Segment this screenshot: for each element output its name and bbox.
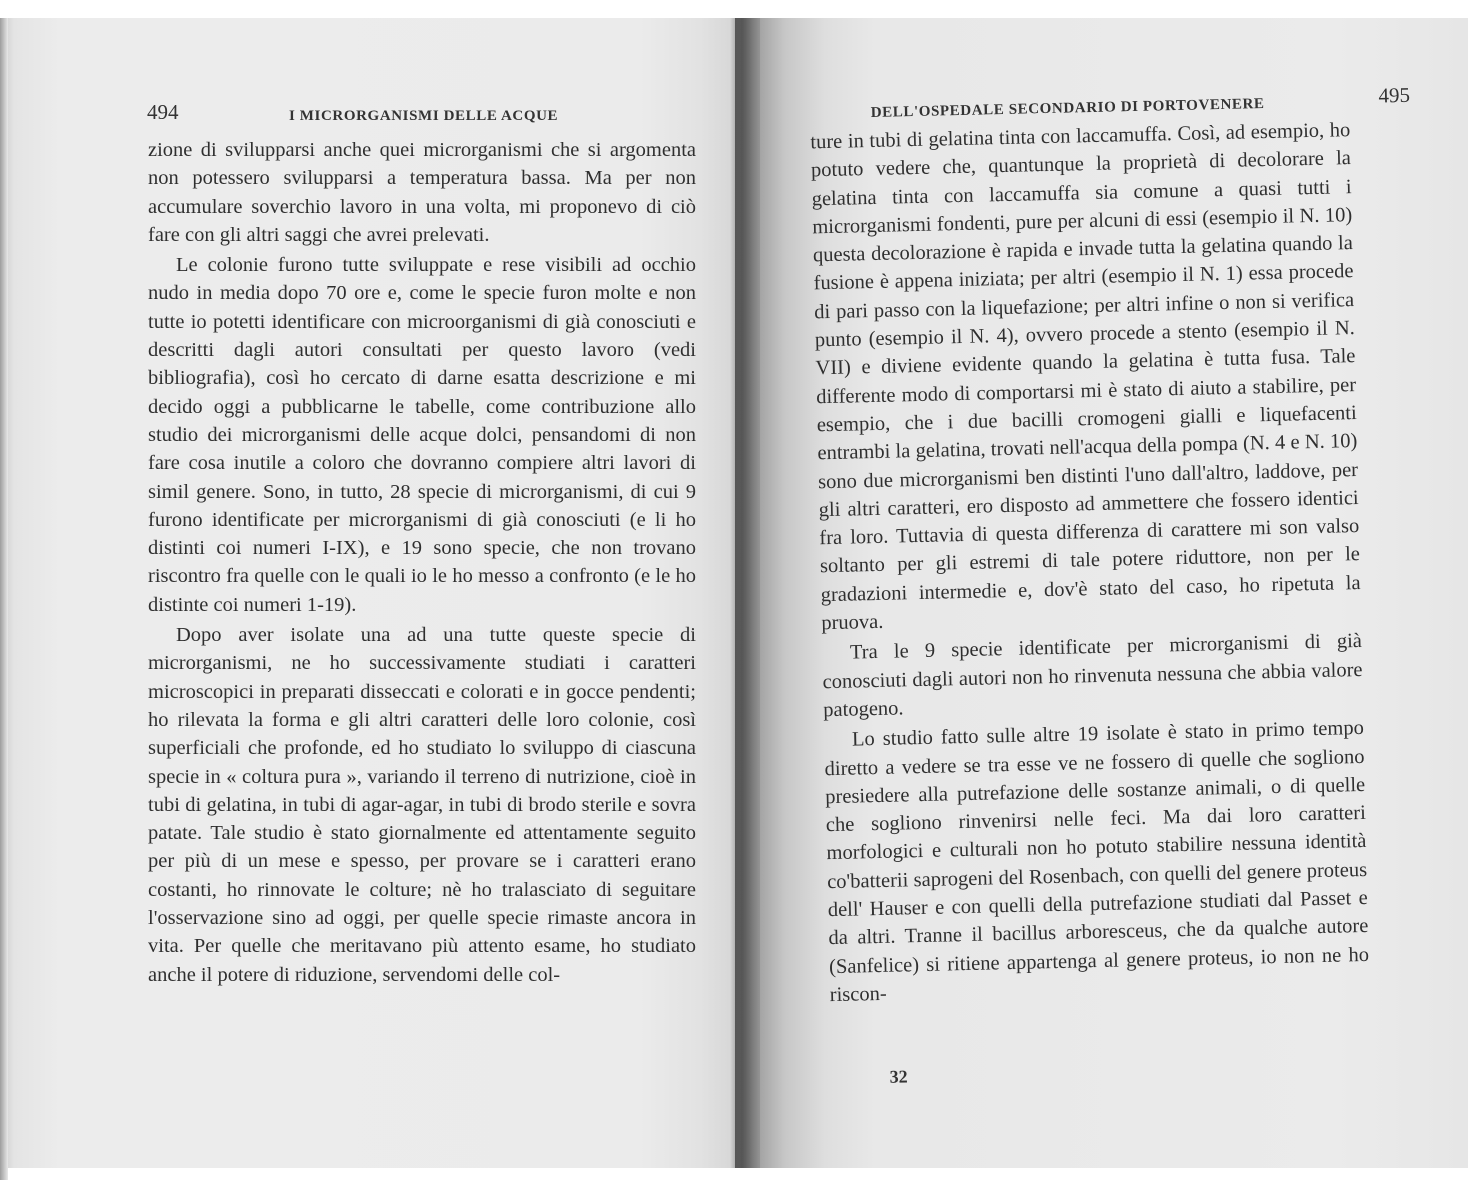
running-head: I MICRORGANISMI DELLE ACQUE	[289, 108, 559, 124]
paragraph: Tra le 9 specie identificate per microrganismi di già conosciuti dagli autori non ho rinvenuta nessuna che abbia valore patogeno.	[822, 630, 1363, 722]
signature-mark: 32	[889, 1066, 908, 1087]
paragraph: Dopo aver isolate una ad una tutte queste specie di microrganismi, ne ho successivamente studiati i caratteri microscopici in preparati disseccati e colorati e in gocce pendenti; ho rilevata la forma e gli altri caratteri delle loro colonie, così superficiali che profonde, ed ho studiato lo sviluppo di ciascuna specie in « coltura pura », variando il terreno di nutrizione, cioè in tubi di gelatina, in tubi di agar-agar, in tubi di brodo sterile e sovra patate. Tale studio è stato giornalmente ed attentamente seguito per più di un mese e spesso, per provare se i caratteri erano costanti, ho rinnovate le colture; nè ho tralasciato di seguitare l'osservazione sino ad oggi, per quelle specie rimaste ancora in vita. Per quelle che meritavano più attento esame, ho studiato anche il potere di riduzione, servendomi delle col-	[148, 624, 696, 986]
page-edge	[0, 18, 8, 1180]
left-body-text	[148, 136, 696, 989]
paragraph: Lo studio fatto sulle altre 19 isolate è stato in primo tempo diretto a vedere se tra esse ve ne fossero di quelle che sogliono presiedere alla putrefazione delle sostanze animali, o di quelle che sogliono rinvenirsi nelle feci. Ma dai loro caratteri morfologici e culturali non ho potuto stabilire nessuna identità co'batterii saprogeni del Rosenbach, con quelli del genere proteus dell' Hauser e con quelli della putrefazione studiati dal Passet e da altri. Tranne il bacillus arboresceus, che da qualche autore (Sanfelice) si ritiene appartenga al genere proteus, io non ne ho riscon-	[824, 717, 1370, 1007]
paragraph: zione di svilupparsi anche quei microrganismi che si argomenta non potessero svilupparsi a temperatura bassa. Ma per non accumulare soverchio lavoro in una volta, mi proponevo di ciò fare con gli altri saggi che avrei prelevati.	[148, 139, 696, 246]
right-body-text	[810, 116, 1370, 1009]
page-number: 494	[147, 100, 179, 124]
right-running-header	[870, 82, 1430, 121]
page-number: 495	[1378, 82, 1411, 108]
paragraph: ture in tubi di gelatina tinta con laccamuffa. Così, ad esempio, ho potuto vedere che, quantunque la proprietà di decolorare la gelatina tinta con laccamuffa sia comune a quasi tutti i microrganismi fondenti, pure per alcuni di essi (esempio il N. 10) questa decolorazione è rapida e invade tutta la gelatina quando la fusione è appena iniziata; per altri (esempio il N. 1) essa procede di pari passo con la liquefazione; per altri infine o non si verifica punto (esempio il N. 4), ovvero procede a stento (esempio il N. VII) e diviene evidente quando la gelatina è tutta fusa. Tale differente modo di comportarsi mi è stato di aiuto a stabilire, per esempio, che i due bacilli cromogeni gialli e liquefacenti entrambi la gelatina, trovati nell'acqua della pompa (N. 4 e N. 10) sono due microrganismi ben distinti l'uno dall'altro, laddove, per gli altri caratteri, ero disposto ad ammettere che fossero identici fra loro. Tuttavia di questa differenza di carattere mi son valso soltanto per gli estremi di tale potere riduttore, non per le gradazioni intermedie e, dov'è stato del caso, ho ripetuta la pruova.	[810, 119, 1361, 635]
right-page	[735, 18, 1468, 1168]
left-page	[0, 18, 735, 1168]
gutter-shadow	[730, 18, 760, 1168]
right-page-content	[724, 10, 1468, 1176]
paragraph: Le colonie furono tutte sviluppate e rese visibili ad occhio nudo in media dopo 70 ore e, come le specie furon molte e non tutte io potetti identificare con microorganismi di già conosciuti e descritti dagli autori consultati per questo lavoro (vedi bibliografia), così ho cercato di darne esatta descrizione e mi decido oggi a pubblicarne le tabelle, come contribuzione allo studio dei microrganismi delle acque dolci, pensandomi di non fare cosa inutile a coloro che dovranno compiere altri lavori di simil genere. Sono, in tutto, 28 specie di microrganismi, di cui 9 furono identificate per microrganismi di già conosciuti (e li ho distinti coi numeri I-IX), e 19 sono specie, che non trovano riscontro fra quelle con le quali io le ho messo a confronto (e le ho distinte coi numeri 1-19).	[148, 254, 696, 616]
running-head: DELL'OSPEDALE SECONDARIO DI PORTOVENERE	[870, 96, 1265, 121]
